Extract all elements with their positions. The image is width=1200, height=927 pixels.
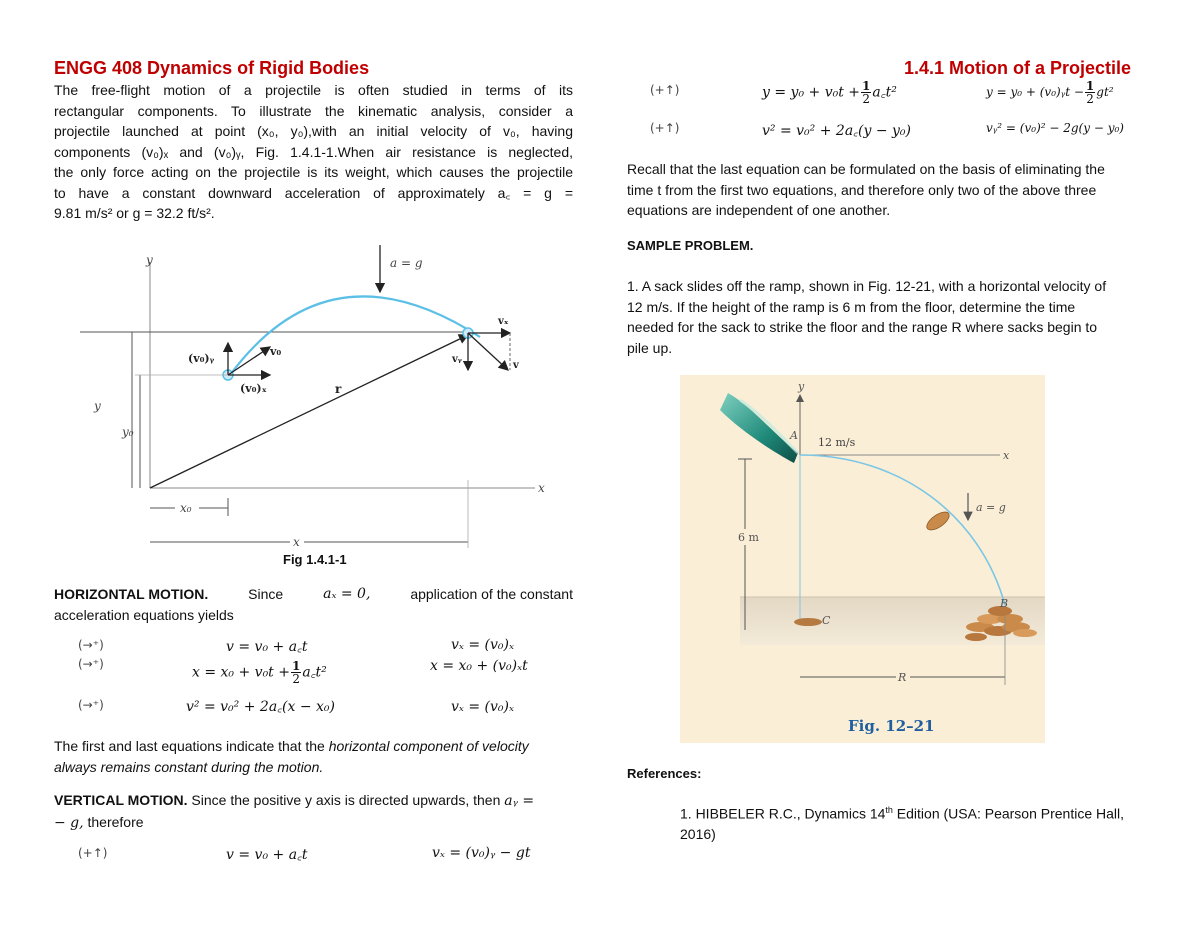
y-axis-label: y <box>146 253 153 267</box>
intro-line: projectile launched at point (x₀, y₀),with an initial velocity of v₀, having <box>54 123 573 139</box>
intro-line: rectangular components. To illustrate the kinematic analysis, consider a <box>54 102 573 119</box>
h-sign-1: (→⁺) <box>78 638 104 652</box>
sack-at-c <box>794 618 822 626</box>
sample-heading: SAMPLE PROBLEM. <box>627 238 754 253</box>
y0-label: y₀ <box>122 425 134 439</box>
h-eq-v: v = v₀ + a꜀t <box>226 639 308 655</box>
h-eq-vx-2: vₓ = (v₀)ₓ <box>451 699 514 715</box>
h-sign-2: (→⁺) <box>78 657 104 671</box>
gravity-label: a = g <box>390 256 423 270</box>
vertical-heading: VERTICAL MOTION. <box>54 792 188 808</box>
first-last-paragraph: The first and last equations indicate that the horizontal component of velocity always remains constant during the motion. <box>54 738 529 775</box>
course-title: ENGG 408 Dynamics of Rigid Bodies <box>54 58 370 78</box>
vy-label: vᵧ <box>452 354 462 365</box>
vx-label: vₓ <box>498 316 509 327</box>
intro-line: 9.81 m/s² or g = 32.2 ft/s². <box>54 205 215 221</box>
v-eq-left: v = v₀ + a꜀t <box>226 847 308 863</box>
sack-ramp-figure <box>680 375 1045 743</box>
fig-x-label: x <box>1003 449 1010 462</box>
section-title: 1.4.1 Motion of a Projectile <box>904 58 1132 78</box>
y-dim-label: y <box>94 399 101 413</box>
problem-paragraph: 1. A sack slides off the ramp, shown in Fig. 12-21, with a horizontal velocity of 12 m/s. If the height of the ramp is 6 m from the floor, determine the time needed for the sack to strike the floor and the range R where sacks begin to pile up. <box>627 278 1107 356</box>
point-b-label: B <box>1000 597 1009 610</box>
trajectory-curve <box>230 296 480 375</box>
fig-caption: Fig. 12–21 <box>848 717 935 735</box>
r-sign-2: (+↑) <box>650 121 680 135</box>
v-vector <box>468 333 508 370</box>
x-dim-label: x <box>293 535 300 549</box>
projectile-figure <box>80 240 560 550</box>
point-a-label: A <box>790 429 798 442</box>
horizontal-paragraph: HORIZONTAL MOTION. Since aₓ = 0, application of the constant acceleration equations yields <box>54 586 573 623</box>
v0x-label: (v₀)ₓ <box>240 382 267 395</box>
intro-line: the only force acting on the projectile is its weight, which causes the projectile <box>54 164 573 180</box>
height-label: 6 m <box>738 531 759 544</box>
v-eq-right: vₓ = (v₀)ᵧ − gt <box>432 845 531 861</box>
reference-1: 1. HIBBELER R.C., Dynamics 14th Edition (USA: Pearson Prentice Hall, 2016) <box>680 805 1125 843</box>
v-sign: (+↑) <box>78 846 108 860</box>
references-heading: References: <box>627 766 702 781</box>
x-axis-label: x <box>538 481 545 495</box>
intro-line: to have a constant downward acceleration of approximately a꜀ = g = <box>54 184 573 201</box>
h-sign-3: (→⁺) <box>78 698 104 712</box>
fig-y-label: y <box>798 380 805 393</box>
point-c-label: C <box>822 614 831 627</box>
h-eq-v2: v² = v₀² + 2a꜀(x − x₀) <box>186 699 335 715</box>
intro-line: components (v₀)ₓ and (v₀)ᵧ, Fig. 1.4.1-1.When air resistance is neglected, <box>54 143 573 160</box>
intro-paragraph <box>54 80 573 224</box>
vertical-paragraph: VERTICAL MOTION. Since the positive y axis is directed upwards, then aᵧ = − g, therefore <box>54 792 535 831</box>
x0-label: x₀ <box>180 501 192 515</box>
h-eq-vx: vₓ = (v₀)ₓ <box>451 637 514 653</box>
r-eq-vy2: vᵧ² = (v₀)² − 2g(y − y₀) <box>986 121 1124 135</box>
v0-label: v₀ <box>270 345 282 358</box>
r-label: r <box>335 382 342 396</box>
recall-paragraph: Recall that the last equation can be formulated on the basis of eliminating the time t from the first two equations, and therefore only two of the above three equations are independent of one another. <box>627 161 1105 218</box>
figure-caption: Fig 1.4.1-1 <box>283 552 347 567</box>
r-sign-1: (+↑) <box>650 83 680 97</box>
r-eq-y: y = y₀ + v₀t + $\frac{1}{2}$ a꜀t² <box>762 79 897 106</box>
range-label: R <box>898 671 907 684</box>
speed-label: 12 m/s <box>818 436 856 449</box>
fig-gravity-label: a = g <box>976 501 1006 514</box>
r-eq-y-right: y = y₀ + (v₀)ᵧt − $\frac{1}{2}$ gt² <box>986 79 1114 106</box>
r-eq-v2: v² = v₀² + 2a꜀(y − y₀) <box>762 123 912 139</box>
intro-line: The free-flight motion of a projectile is often studied in terms of its <box>54 82 573 98</box>
h-eq-x-right: x = x₀ + (v₀)ₓt <box>430 658 528 674</box>
v0y-label: (v₀)ᵧ <box>188 352 215 365</box>
v-label: v <box>513 360 519 371</box>
horizontal-heading: HORIZONTAL MOTION. <box>54 586 209 602</box>
h-eq-x: x = x₀ + v₀t + $\frac{1}{2}$ a꜀t² <box>192 659 327 686</box>
